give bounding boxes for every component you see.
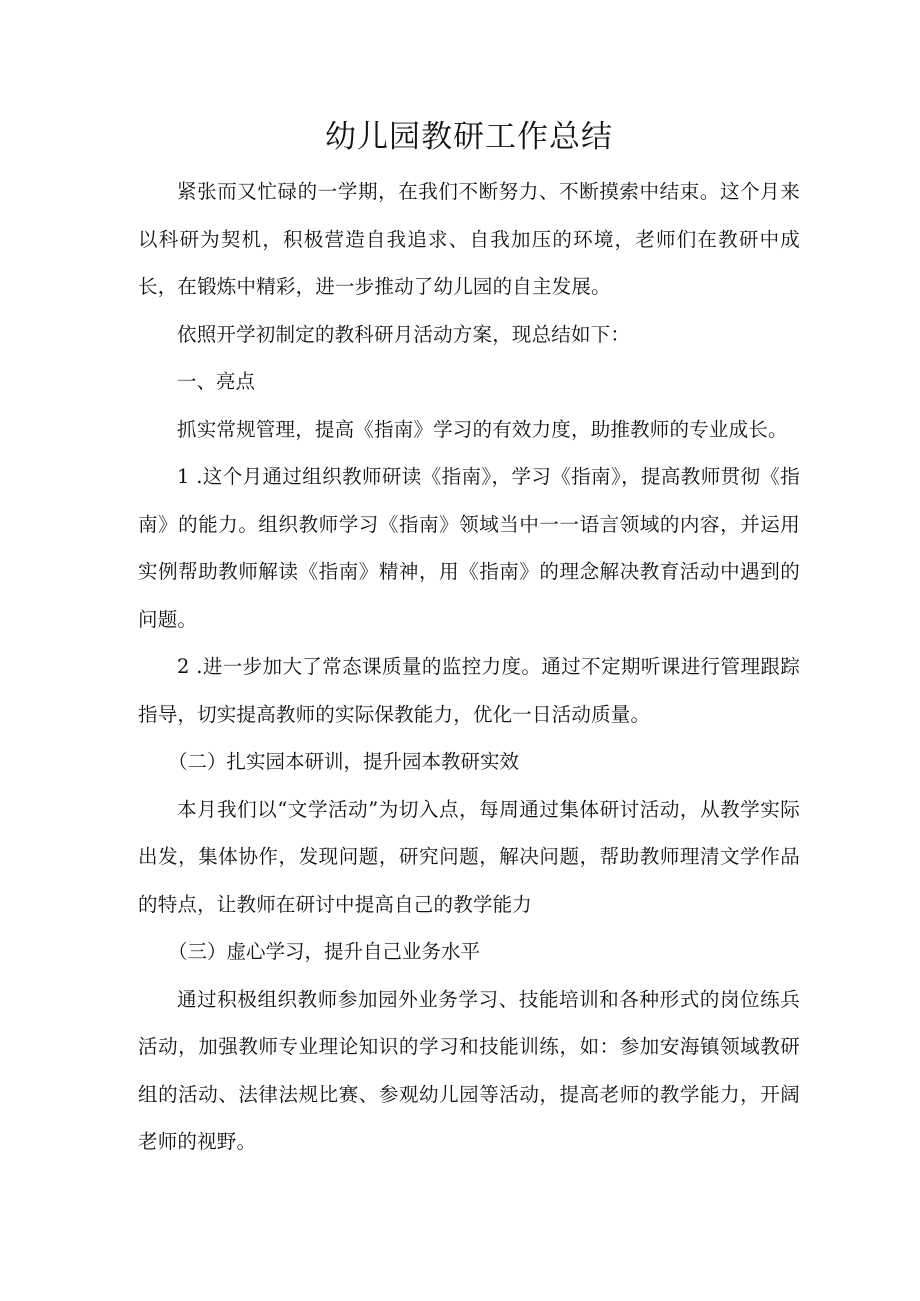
section-heading-highlights: 一、亮点 bbox=[177, 370, 256, 393]
document-title: 幼儿园教研工作总结 bbox=[325, 119, 613, 155]
section-heading-2: （二）扎实园本研训，提升园本教研实效 bbox=[168, 750, 520, 773]
paragraph-literature-activity: 本月我们以“文学活动”为切入点，每周通过集体研讨活动，从教学实际出发，集体协作，发现问题，研究问题，解决问题，帮助教师理清文学作品的特点，让教师在研讨中提高自己的教学能力 bbox=[138, 797, 800, 916]
paragraph-item-2: 2 .进一步加大了常态课质量的监控力度。通过不定期听课进行管理跟踪指导，切实提高教师的实际保教能力，优化一日活动质量。 bbox=[138, 655, 800, 726]
paragraph-routine-management: 抓实常规管理，提高《指南》学习的有效力度，助推教师的专业成长。 bbox=[177, 417, 788, 441]
document-page bbox=[138, 112, 800, 1166]
paragraph-intro: 紧张而又忙碌的一学期，在我们不断努力、不断摸索中结束。这个月来以科研为契机，积极营造自我追求、自我加压的环境，老师们在教研中成长，在锻炼中精彩，进一步推动了幼儿园的自主发展。 bbox=[138, 180, 800, 298]
paragraph-summary-lead: 依照开学初制定的教科研月活动方案，现总结如下： bbox=[177, 322, 631, 346]
paragraph-external-learning: 通过积极组织教师参加园外业务学习、技能培训和各种形式的岗位练兵活动，加强教师专业理论知识的学习和技能训练，如：参加安海镇领域教研组的活动、法律法规比赛、参观幼儿园等活动，提高老师的教学能力，开阔老师的视野。 bbox=[138, 987, 800, 1153]
section-heading-3: （三）虚心学习，提升自己业务水平 bbox=[168, 940, 481, 963]
paragraph-item-1: 1 .这个月通过组织教师研读《指南》，学习《指南》，提高教师贯彻《指南》的能力。组织教师学习《指南》领域当中一一语言领域的内容，并运用实例帮助教师解读《指南》精神，用《指南》的理念解决教育活动中遇到的问题。 bbox=[138, 465, 800, 631]
